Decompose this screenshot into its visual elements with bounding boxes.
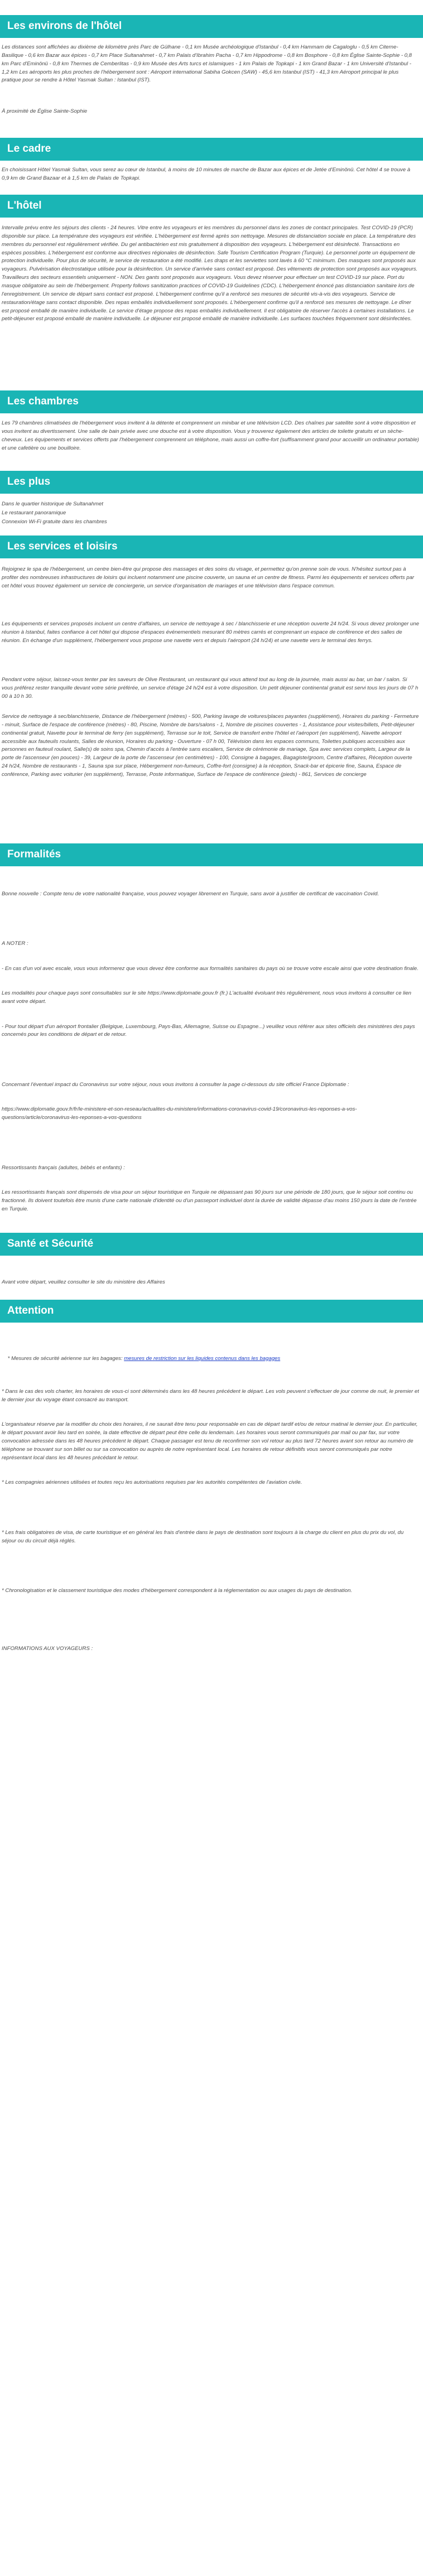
- spacer: [2, 1230, 419, 1231]
- formalites-line: Les modalités pour chaque pays sont consultables sur le site https://www.diplomatie.gouv.fr (fr.) L'actualité évoluant très régulièrement, nous vous invitons à consulter ce lien avant votre départ.: [2, 990, 413, 1005]
- section-header-services: [0, 536, 423, 558]
- section-title: Le cadre: [7, 143, 51, 155]
- environs-text: Les distances sont affichées au dixième de kilomètre près Parc de Gülhane - 0,1 km Musée archéologique d'Istanbul - 0,4 km Hammam de Cagaloglu - 0,5 km Citerne-Basilique - 0,6 km Bazar aux épices - 0,7 km Place Sultanahmet - 0,7 km Palais d'Ibrahim Pacha - 0,7 km Hippodrome - 0,8 km Bosphore - 0,8 km Église Sainte-Sophie - 0,8 km Parc d'Eminönü - 0,8 km Thermes de Cemberlitas - 0,9 km Musée des Arts turcs et islamiques - 1 km Palais de Topkapi - 1 km Grand Bazar - 1 km Université d'Istanbul - 1,2 km Les aéroports les plus proches de l'hébergement sont : Aéroport international Sabiha Gokcen (SAW) - 45,6 km Istanbul (IST) - 41,3 km Aéroport principal le plus pratique pour se rendre à Hôtel Yasmak Sultan : Istanbul (IST).: [2, 44, 414, 84]
- formalites-line: - Pour tout départ d'un aéroport frontalier (Belgique, Luxembourg, Pays-Bas, Allemagne, Suisse ou Espagne...) veuillez vous référer aux sites officiels des ministères des pays concernés pour les conditions de départ et de retour.: [2, 1023, 417, 1038]
- plus-item: Le restaurant panoramique: [2, 510, 66, 516]
- spacer: [2, 1504, 419, 1512]
- attention-line: L'organisateur réserve par la modifier du choix des horaires, il ne saurait être tenu pour responsable en cas de départ tardif et/ou de retour matinal le dernier jour. En particulier, le départ pouvant avoir lieu tard en soirée, la date effective de départ peut être celle du lendemain. Les horaires vous seront communiqués par mail ou par fax, sur votre convocation adressée dans les 48 heures précédent le départ. Chaque passager est tenu de reconfirmer son vol retour au plus tard 72 heures avant son retour au numéro de téléphone se trouvant sur son billet ou sur sa convocation ou auprès de notre représentant local. Les horaires de retour définitifs vous seront communiqués par notre représentant local dans les 48 heures précédant le retour.: [2, 1421, 419, 1461]
- spacer: [2, 915, 419, 923]
- environs-nearby: À proximité de Église Sainte-Sophie: [2, 108, 88, 114]
- plus-item: Connexion Wi-Fi gratuite dans les chambres: [2, 519, 107, 525]
- section-title: Les chambres: [7, 395, 79, 408]
- formalites-line: Concernant l'éventuel impact du Coronavirus sur votre séjour, nous vous invitons à consulter la page ci-dessous du site officiel France Diplomatie :: [2, 1081, 349, 1088]
- chambres-text: Les 79 chambres climatisées de l'hébergement vous invitent à la détente et comprennent un minibar et une télévision LCD. Des chaînes par satellite sont à votre disposition et vous invitent au divertissement. Une salle de bain privée avec une douche est à votre disposition. Vous y trouverez également des articles de toilette gratuits et un sèche-cheveux. Les équipements et services offerts par l'hébergement comprennent un téléphone, mais aussi un coffre-fort (suffisamment grand pour accueillir un ordinateur portable) et une cafetière ou une bouilloire.: [2, 420, 419, 451]
- sante-block: [2, 1262, 419, 1290]
- formalites-line: Bonne nouvelle : Compte tenu de votre nationalité française, vous pouvez voyager librement en Turquie, sans avoir à justifier de certificat de vaccination Covid.: [2, 890, 379, 897]
- section-title: Les environs de l'hôtel: [7, 20, 122, 32]
- section-title: L'hôtel: [7, 200, 42, 212]
- section-title: Formalités: [7, 848, 61, 861]
- cadre-text: En choisissant Hôtel Yasmak Sultan, vous serez au cœur de Istanbul, à moins de 10 minutes de marche de Bazar aux épices et de Jetée d'Eminönü. Cet hôtel 4 se trouve à 0,9 km de Grand Bazaar et à 1,5 km de Palais de Topkapi.: [2, 167, 412, 181]
- section-header-sante: [0, 1233, 423, 1256]
- spacer: [2, 1056, 419, 1064]
- formalites-line: A NOTER :: [2, 940, 28, 947]
- hotel-text: Intervalle prévu entre les séjours des clients - 24 heures. Vitre entre les voyageurs et les membres du personnel dans les zones de contact principales. Test COVID-19 (PCR) disponible sur place. La température des voyageurs est vérifiée. L'hébergement est fermé après son nettoyage. Mesures de distanciation sociale en place. La température des membres du personnel est régulièrement vérifiée. Du gel antibactérien est mis gratuitement à disposition des voyageurs. L'hébergement est désinfecté. Transactions en espèces possibles. L'hébergement est conforme aux directives régionales de désinfection. Safe Tourism Certification Program (Turquie). Le personnel porte un équipement de protection individuelle. Pour plus de sécurité, le service de restauration a été modifié. Les draps et les serviettes sont lavés à 60 °C minimum. Des masques sont proposés aux voyageurs. Pulvérisation électrostatique utilisée pour la désinfection. Un service d'arrivée sans contact est proposé. Des vêtements de protection sont proposés aux voyageurs. Travailleurs des secteurs essentiels uniquement - NON. Des gants sont proposés aux voyageurs. Vous devez réserver pour effectuer un test COVID-19 sur place. Port du masque obligatoire au sein de l'hébergement. Property follows sanitization practices of COVID-19 Guidelines (CDC). L'hébergement énoncé pas distanciation sanitaire lors de l'enregistrement. Un service de départ sans contact est proposé. L'hébergement confirme qu'il a renforcé ses mesures de sécurité vis-à-vis des voyageurs. Service de restauration/étage sans contact disponible. Des repas emballés individuellement sont proposés. L'hébergement confirme qu'il a renforcé ses mesures de nettoyage. Le dîner est proposé emballé de manière individuelle. Le service d'étage propose des repas emballés individuellement. Il est obligatoire de réserver l'accès à certaines installations. Le petit-déjeuner est proposé emballé de manière individuelle. Le déjeuner est proposé emballé de manière individuelle. Les surfaces touchées fréquemment sont désinfectées.: [2, 225, 419, 322]
- formalites-line[interactable]: https://www.diplomatie.gouv.fr/fr/le-ministere-et-son-reseau/actualites-du-ministere/informations-coronavirus-covid-19/coronavirus-les-reponses-a-vos-questions/article/coronavirus-les-reponses-a-vos-questions: [2, 1106, 357, 1121]
- section-title: Attention: [7, 1305, 54, 1317]
- section-header-plus: [0, 471, 423, 494]
- section-header-attention: [0, 1300, 423, 1323]
- liquid-restriction-link[interactable]: mesures de restriction sur les liquides contenus dans les bagages: [124, 1355, 281, 1362]
- attention-line: * Chronologisation et le classement touristique des modes d'hébergement correspondent à la réglementation ou aux usages du pays de destination.: [2, 1587, 352, 1594]
- sante-line: Avant votre départ, veuillez consulter le site du ministère des Affaires: [2, 1279, 165, 1285]
- formalites-block: [2, 874, 419, 1231]
- attention-line-prefix: * Mesures de sécurité aérienne sur les bagages:: [7, 1355, 124, 1362]
- plus-item: Dans le quartier historique de Sultanahmet: [2, 501, 103, 507]
- formalites-line: Les ressortissants français sont dispensés de visa pour un séjour touristique en Turquie ne dépassant pas 90 jours sur une période de 180 jours, que le séjour soit continu ou fractionné. Ils doivent toutefois être munis d'une carte nationale d'identité ou d'un passeport individuel dont la durée de validité dépasse d'au moins 150 jours la date de l'entrée en Turquie.: [2, 1189, 419, 1212]
- section-header-formalites: [0, 843, 423, 866]
- formalites-line: - En cas d'un vol avec escale, vous vous informerez que vous devez être conforme aux formalités sanitaires du pays où se trouve votre escale ainsi que votre destination finale.: [2, 965, 419, 972]
- section-header-cadre: [0, 138, 423, 161]
- section-header-hotel: [0, 195, 423, 218]
- attention-block: [2, 1330, 419, 1687]
- attention-line: * Les compagnies aériennes utilisées et toutes reçu les autorisations requises par les autorités compétentes de l'aviation civile.: [2, 1479, 302, 1486]
- attention-line: INFORMATIONS AUX VOYAGEURS :: [2, 1646, 93, 1652]
- attention-line: [2, 1347, 419, 1372]
- spacer: [2, 1139, 419, 1147]
- services-text-2: Les équipements et services proposés incluent un centre d'affaires, un service de nettoyage à sec / blanchisserie et une réception ouverte 24 h/24. Si vous devez prolonger une réunion à Istanbul, faites confiance à cet hôtel qui dispose d'espaces événementiels mesurant 80 mètres carrés et comprenant un espace de conférence et des salles de réunion. En échange d'un supplément, l'hébergement vous propose une navette vers et depuis l'aéroport (24 h/24) et une navette vers le terminal des ferrys.: [2, 621, 419, 644]
- services-text-3: Pendant votre séjour, laissez-vous tenter par les saveurs de Olive Restaurant, un restaurant qui vous attend tout au long de la journée, mais aussi au bar, un bar / salon. Si vous préférez rester tranquille devant votre série préférée, un service d'étage 24 h/24 est à votre disposition. Un petit déjeuner continental gratuit est servi tous les jours de 07 h 00 à 10 h 30.: [2, 677, 419, 700]
- section-header-chambres: [0, 390, 423, 413]
- attention-line: * Dans le cas des vols charter, les horaires de vous-ci sont déterminés dans les 48 heures précédent le départ. Les vols peuvent s'effectuer de jour comme de nuit, le premier et le dernier jour du voyage étant consacré au transport.: [2, 1388, 419, 1403]
- formalites-line: Ressortissants français (adultes, bébés et enfants) :: [2, 1164, 125, 1171]
- attention-line: * Les frais obligatoires de visa, de carte touristique et en général les frais d'entrée dans le pays de destination sont toujours à la charge du client en plus du prix du vol, du séjour ou du circuit déjà réglés.: [2, 1529, 405, 1544]
- services-text-1: Rejoignez le spa de l'hébergement, un centre bien-être qui propose des massages et des soins du visage, et permettez qu'on prenne soin de vous. N'hésitez surtout pas à profiter des nombreuses infrastructures de loisirs qui incluent notamment une piscine couverte, un sauna et un centre de fitness. Parmi les équipements et services offerts par cet hôtel vous trouvez également un service de conciergerie, un service d'organisation de mariages et une télévision dans l'espace commun.: [2, 566, 416, 589]
- section-title: Les services et loisirs: [7, 541, 118, 553]
- section-title: Les plus: [7, 476, 51, 488]
- spacer: [2, 1562, 419, 1570]
- section-title: Santé et Sécurité: [7, 1238, 94, 1250]
- services-text-4: Service de nettoyage à sec/blanchisserie, Distance de l'hébergement (mètres) - 500, Parking lavage de voitures/places payantes (supplément), Horaires du parking - Fermeture - minuit, Surface de l'espace de conférence (mètres) - 80, Piscine, Nombre de bars/salons - 1, Nombre de piscines couvertes - 1, Assistance pour visites/billets, Petit-déjeuner continental gratuit, Navette pour le terminal de ferry (en supplément), Terrasse sur le toit, Service de transfert entre l'hôtel et l'aéroport (en supplément), Navette aéroport accessible aux fauteuils roulants, Salles de réunion, Horaires du parking - Ouverture - 07 h 00, Télévision dans les espaces communs, Toilettes publiques accessibles aux personnes en fauteuil roulant, Salle(s) de soins spa, Chemin d'accès à l'entrée sans escaliers, Service de cérémonie de mariage, Spa avec services complets, Largeur de la porte de l'ascenseur (en pouces) - 39, Largeur de la porte de l'ascenseur (en centimètres) - 100, Consigne à bagages, Bagagiste/groom, Centre d'affaires, Réception ouverte 24 h/24, Nombre de restaurants - 1, Sauna spa sur place, Hébergement non-fumeurs, Coffre-fort (consigne) à la réception, Snack-bar et épicerie fine, Sauna, Espace de conférence, Parking avec voiturier (en supplément), Terrasse, Poste informatique, Surface de l'espace de conférence (pieds) - 861, Services de concierge: [2, 713, 419, 778]
- section-header-environs: [0, 15, 423, 38]
- spacer: [2, 1612, 419, 1629]
- spacer: [2, 1670, 419, 1687]
